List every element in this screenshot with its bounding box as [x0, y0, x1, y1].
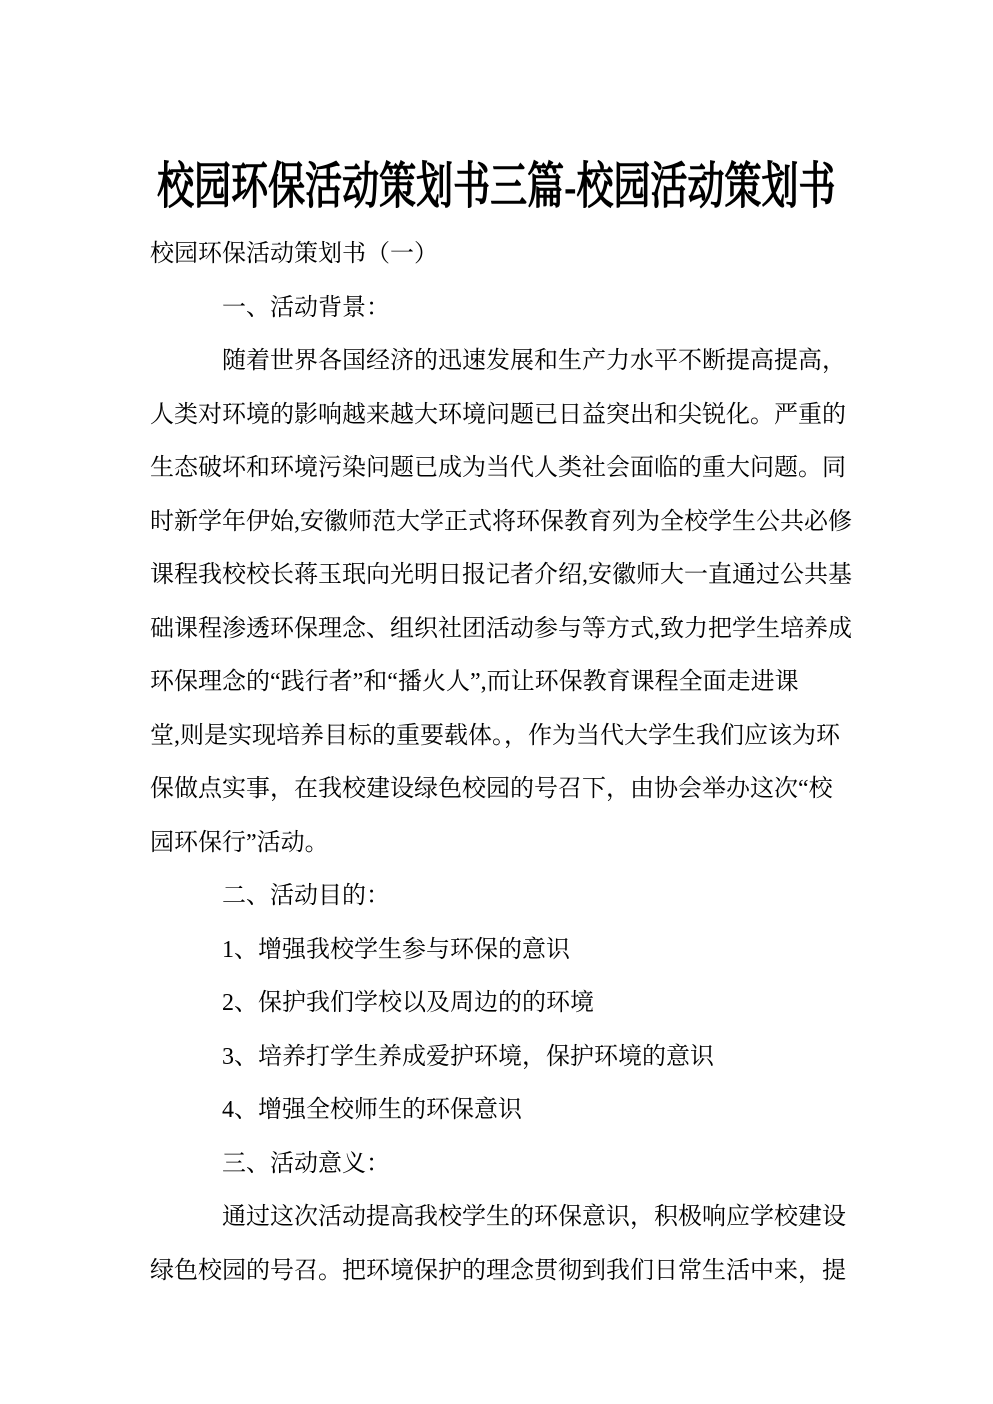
- text-line: 保做点实事，在我校建设绿色校园的号召下，由协会举办这次“校: [150, 776, 833, 803]
- text-line: 堂,则是实现培养目标的重要载体。，作为当代大学生我们应该为环: [150, 722, 840, 749]
- text-line: 2、保护我们学校以及周边的的环境: [222, 990, 594, 1017]
- text-line: 人类对环境的影响越来越大环境问题已日益突出和尖锐化。严重的: [150, 401, 846, 428]
- text-line: 课程我校校长蒋玉珉向光明日报记者介绍,安徽师大一直通过公共基: [150, 562, 852, 589]
- text-line: 随着世界各国经济的迅速发展和生产力水平不断提高提高，: [222, 348, 846, 375]
- text-line: 环保理念的“践行者”和“播火人”,而让环保教育课程全面走进课: [150, 669, 799, 696]
- text-line: 园环保行”活动。: [150, 829, 329, 856]
- document-body: [150, 224, 856, 1294]
- text-line: 二、活动目的：: [222, 883, 390, 910]
- text-line: 通过这次活动提高我校学生的环保意识，积极响应学校建设: [222, 1204, 846, 1231]
- text-line: 3、培养打学生养成爱护环境，保护环境的意识: [222, 1043, 714, 1070]
- text-line: 一、活动背景：: [222, 294, 390, 321]
- text-line: 1、增强我校学生参与环保的意识: [222, 936, 570, 963]
- text-line: 绿色校园的号召。把环境保护的理念贯彻到我们日常生活中来，提: [150, 1257, 846, 1284]
- text-line: 时新学年伊始,安徽师范大学正式将环保教育列为全校学生公共必修: [150, 508, 852, 535]
- document-title-text: 校园环保活动策划书三篇-校园活动策划书: [157, 157, 836, 214]
- text-line: 三、活动意义：: [222, 1150, 390, 1177]
- text-line: 校园环保活动策划书（一）: [150, 241, 438, 268]
- text-line: 4、增强全校师生的环保意识: [222, 1097, 522, 1124]
- document-title: [0, 156, 993, 216]
- text-line: 生态破坏和环境污染问题已成为当代人类社会面临的重大问题。同: [150, 455, 846, 482]
- text-line: 础课程渗透环保理念、组织社团活动参与等方式,致力把学生培养成: [150, 615, 852, 642]
